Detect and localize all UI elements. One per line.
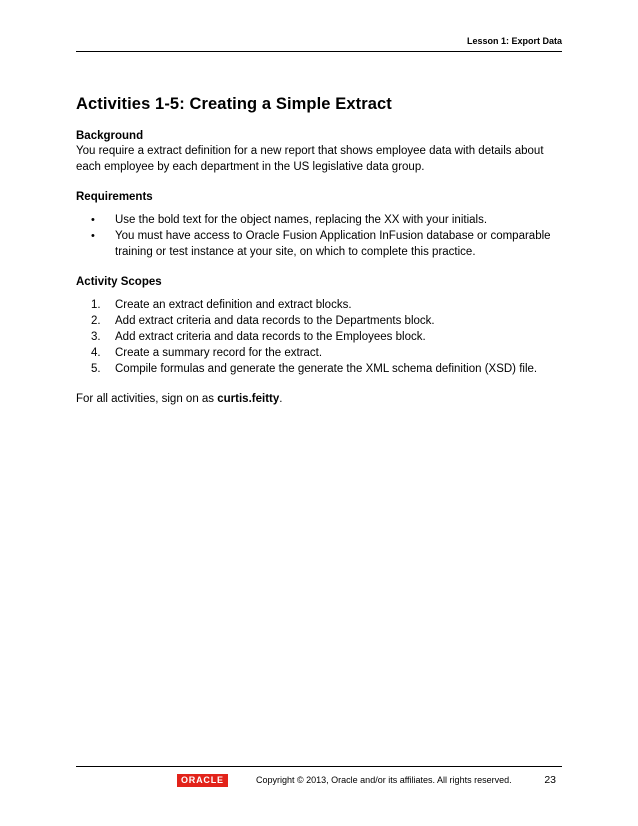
signin-suffix: . <box>279 393 283 405</box>
lesson-label: Lesson 1: Export Data <box>466 36 562 46</box>
step-text: Create an extract definition and extract blocks. <box>115 299 352 311</box>
requirement-text: You must have access to Oracle Fusion Application InFusion database or comparable training or test instance at your site, on which to complete this practice. <box>115 230 551 258</box>
step-text: Add extract criteria and data records to the Departments block. <box>115 315 435 327</box>
step-number: 2. <box>91 315 101 327</box>
scopes-section <box>76 276 566 377</box>
step-text: Add extract criteria and data records to the Employees block. <box>115 331 426 343</box>
background-section <box>76 130 566 175</box>
requirements-list <box>76 212 566 260</box>
list-item <box>76 345 566 361</box>
step-text: Compile formulas and generate the generate the XML schema definition (XSD) file. <box>115 363 538 375</box>
signin-instruction <box>76 391 566 407</box>
step-number: 1. <box>91 299 101 311</box>
list-item <box>76 212 566 228</box>
background-text: You require a extract definition for a new report that shows employee data with details about each employee by each department in the US legislative data group. <box>76 145 544 173</box>
copyright-text: Copyright © 2013, Oracle and/or its affiliates. All rights reserved. <box>256 775 512 785</box>
background-heading: Background <box>76 130 144 142</box>
list-item <box>76 361 566 377</box>
page-title: Activities 1-5: Creating a Simple Extract <box>76 95 392 113</box>
signin-prefix: For all activities, sign on as <box>76 393 218 405</box>
requirements-section <box>76 191 566 260</box>
list-item <box>76 329 566 345</box>
bullet-icon: • <box>91 230 95 242</box>
requirements-heading: Requirements <box>76 191 153 203</box>
requirement-text: Use the bold text for the object names, replacing the XX with your initials. <box>115 214 488 226</box>
page-number: 23 <box>544 774 556 786</box>
page-content <box>76 95 566 407</box>
oracle-logo: ORACLE <box>177 774 228 787</box>
step-text: Create a summary record for the extract. <box>115 347 323 359</box>
step-number: 4. <box>91 347 101 359</box>
list-item <box>76 313 566 329</box>
step-number: 3. <box>91 331 101 343</box>
signin-username: curtis.feitty <box>217 393 280 405</box>
list-item <box>76 228 566 260</box>
list-item <box>76 297 566 313</box>
scopes-list <box>76 297 566 377</box>
page-footer <box>76 766 562 795</box>
scopes-heading: Activity Scopes <box>76 276 162 288</box>
bullet-icon: • <box>91 214 95 226</box>
page-header <box>76 36 562 52</box>
step-number: 5. <box>91 363 101 375</box>
